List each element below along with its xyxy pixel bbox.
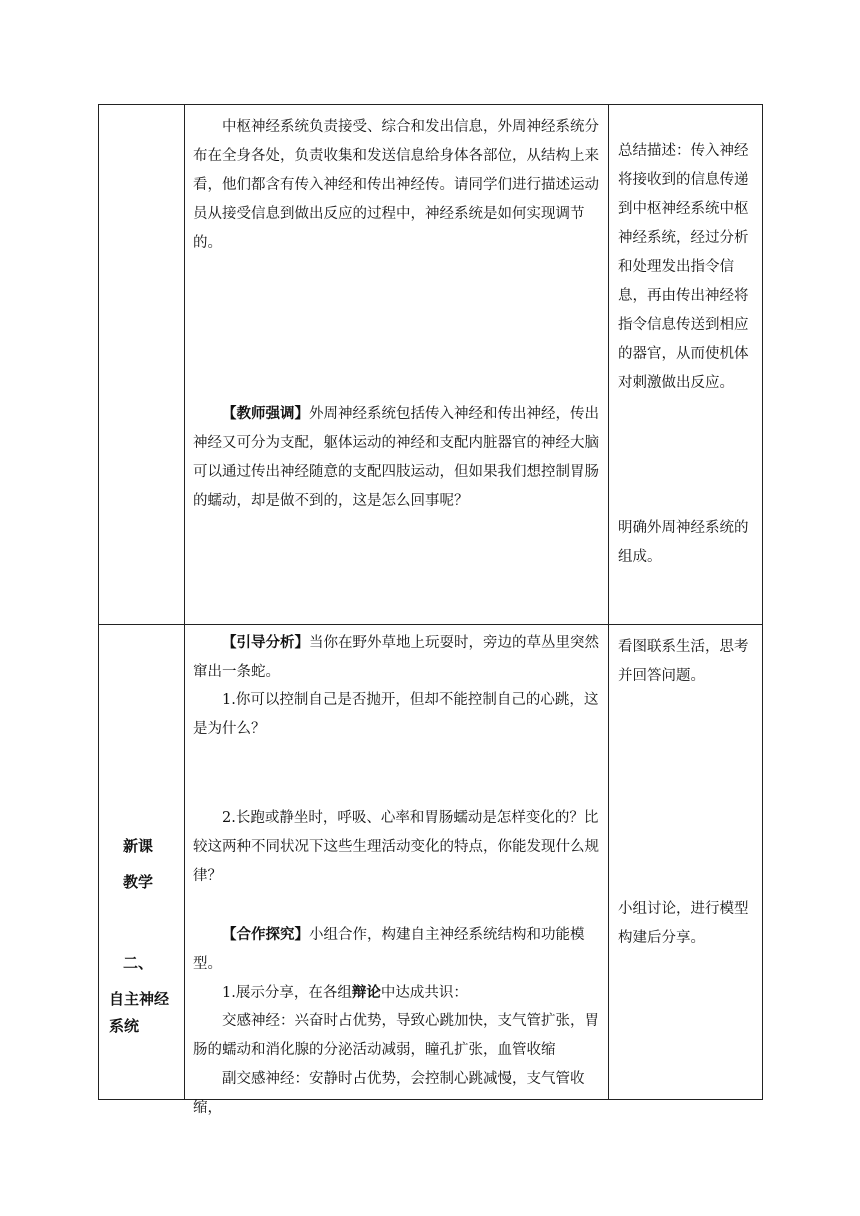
left-cell-empty xyxy=(99,105,185,625)
parasympathetic-nerve-paragraph: 副交感神经：安静时占优势，会控制心跳减慢，支气管收缩， xyxy=(193,1071,585,1116)
student-activity-cell xyxy=(609,625,763,1100)
table-row xyxy=(99,105,763,625)
lesson-plan-table xyxy=(98,104,763,1116)
share-paragraph xyxy=(193,978,603,1008)
share-debate-emphasis: 辩论 xyxy=(351,984,381,1001)
group-discussion-note: 小组讨论，进行模型构建后分享。 xyxy=(618,901,749,946)
section-title-line1: 自主神经 xyxy=(109,990,170,1008)
teacher-emphasis-tag: 【教师强调】 xyxy=(222,405,309,422)
share-suffix: 中达成共识： xyxy=(380,985,468,1001)
question-1: 1.你可以控制自己是否抛开，但却不能控制自己的心跳，这是为什么？ xyxy=(193,692,599,737)
section-label-cell xyxy=(99,625,185,1100)
table-row xyxy=(99,625,763,1100)
section-number: 二、 xyxy=(123,954,154,972)
guide-analysis-text: 当你在野外草地上玩耍时，旁边的草丛里突然窜出一条蛇。 xyxy=(193,635,599,680)
nervous-system-paragraph: 中枢神经系统负责接受、综合和发出信息，外周神经系统分布在全身各处，负责收集和发送信息给身体各部位，从结构上来看，他们都含有传入神经和传出神经传。请同学们进行描述运动员从接受信息到做出反应的过程中，神经系统是如何实现调节的。 xyxy=(193,119,599,251)
clarify-composition-note: 明确外周神经系统的组成。 xyxy=(618,520,749,565)
content-cell xyxy=(185,625,609,1116)
student-activity-cell xyxy=(609,105,763,625)
cooperative-inquiry-text: 小组合作，构建自主神经系统结构和功能模型。 xyxy=(193,927,585,972)
summary-description: 总结描述：传入神经将接收到的信息传递到中枢神经系统中枢神经系统，经过分析和处理发出指令信息，再由传出神经将指令信息传送到相应的器官，从而使机体对刺激做出反应。 xyxy=(618,143,749,391)
share-prefix: 1.展示分享，在各组 xyxy=(222,985,352,1001)
content-cell xyxy=(185,105,609,625)
teacher-emphasis-text: 外周神经系统包括传入神经和传出神经，传出神经又可分为支配，躯体运动的神经和支配内脏器官的神经大脑可以通过传出神经随意的支配四肢运动，但如果我们想控制胃肠的蠕动，却是做不到的，这是怎么回事呢？ xyxy=(193,406,599,509)
guide-analysis-paragraph xyxy=(193,628,603,687)
section-title-line2: 系统 xyxy=(109,1017,140,1035)
observe-and-answer-note: 看图联系生活，思考并回答问题。 xyxy=(618,639,749,684)
guide-analysis-tag: 【引导分析】 xyxy=(222,634,309,651)
cooperative-inquiry-tag: 【合作探究】 xyxy=(222,926,309,943)
teacher-emphasis-paragraph xyxy=(193,399,603,516)
sympathetic-nerve-paragraph: 交感神经：兴奋时占优势，导致心跳加快，支气管扩张，胃肠的蠕动和消化腺的分泌活动减弱，瞳孔扩张，血管收缩 xyxy=(193,1013,599,1058)
question-2: 2.长跑或静坐时，呼吸、心率和胃肠蠕动是怎样变化的？比较这两种不同状况下这些生理活动变化的特点，你能发现什么规律？ xyxy=(193,810,599,884)
section-label-new-lesson: 新课 xyxy=(123,837,154,855)
cooperative-inquiry-paragraph xyxy=(193,920,603,979)
section-label-teaching: 教学 xyxy=(123,873,154,891)
